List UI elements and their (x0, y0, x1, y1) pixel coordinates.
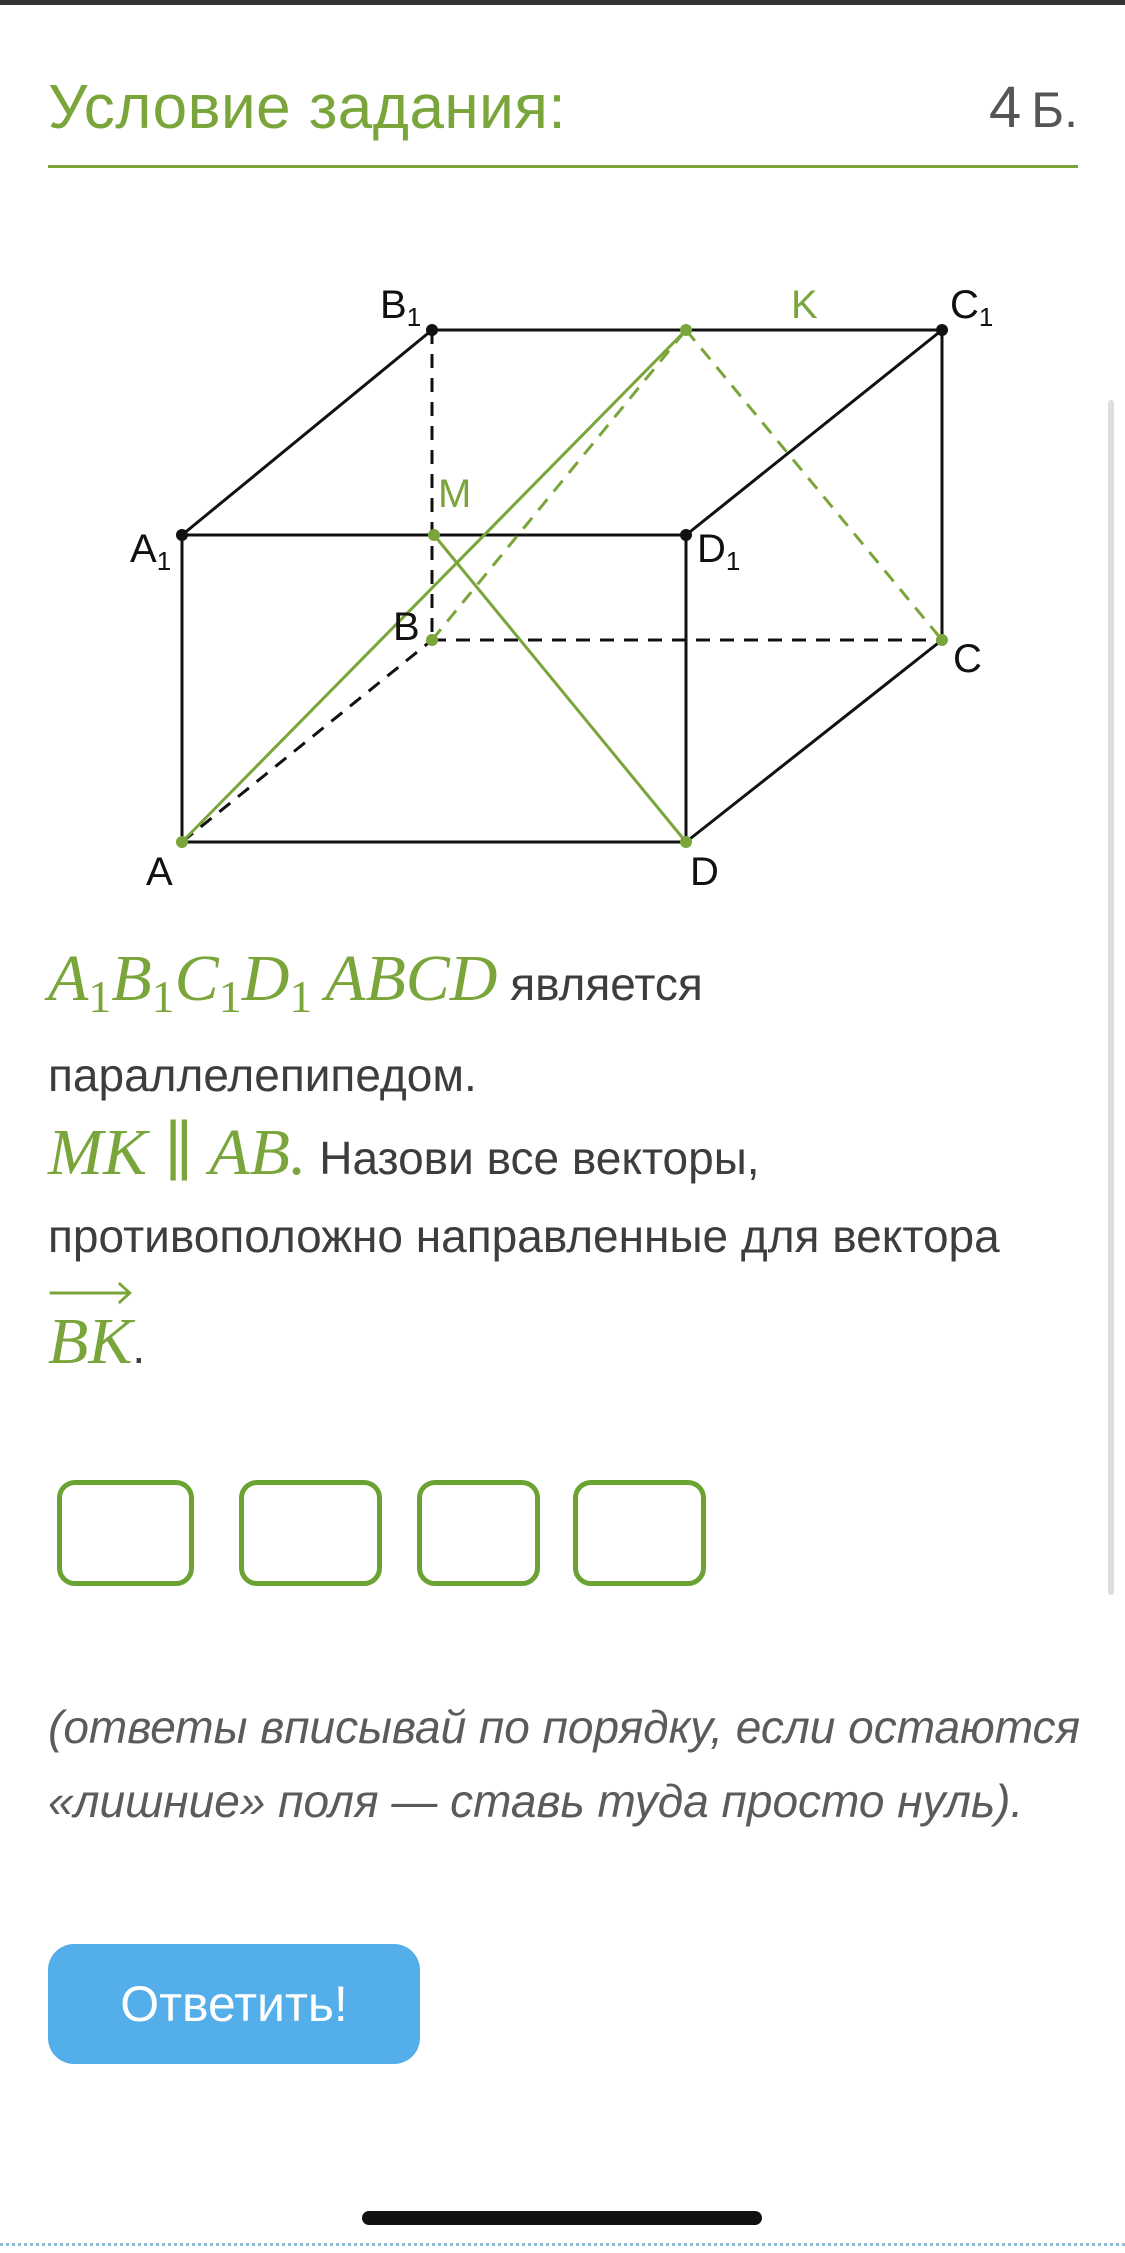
label-d: D (690, 850, 719, 894)
point-k (680, 324, 692, 336)
submit-answer-button[interactable]: Ответить! (48, 1944, 420, 2064)
math-ab: AB. (209, 1116, 307, 1189)
math-vector-bk: BK (48, 1275, 132, 1381)
vertex-a (176, 836, 188, 848)
top-status-bar-edge (0, 0, 1125, 5)
parallelepiped-figure (0, 260, 1125, 905)
vertex-b1 (426, 324, 438, 336)
math-mk: MK (48, 1116, 147, 1189)
vertex-a1 (176, 529, 188, 541)
vertex-d (680, 836, 692, 848)
home-indicator[interactable] (362, 2211, 762, 2225)
points-unit: Б. (1031, 82, 1078, 138)
math-top-face: $A_1B_1C_1D_1$ (48, 942, 313, 1022)
answer-fields (57, 1480, 757, 1595)
edge-a-b (182, 640, 432, 842)
text-is-parallelepiped: является параллелепипедом. (48, 958, 703, 1101)
answer-field-4[interactable] (573, 1480, 706, 1586)
math-parallel-sign: ∥ (147, 1116, 210, 1189)
segment-m-d (434, 535, 686, 842)
vector-arrow-icon (48, 1279, 132, 1307)
label-b: B (393, 605, 420, 649)
answer-field-3[interactable] (417, 1480, 540, 1586)
edge-a1-b1 (182, 330, 432, 535)
label-c: C (953, 637, 982, 681)
vertex-c1 (936, 324, 948, 336)
vertex-b (426, 634, 438, 646)
task-header (48, 62, 1078, 162)
segment-k-c (686, 330, 942, 640)
parallelepiped-drawing (0, 260, 1125, 900)
points-value: 4 (989, 75, 1022, 140)
answer-field-1[interactable] (57, 1480, 194, 1586)
label-a: A (146, 850, 173, 894)
header-divider (48, 165, 1078, 168)
label-m: M (438, 472, 472, 516)
label-c1: $C_1$ (950, 283, 994, 332)
math-base: ABCD (325, 942, 498, 1015)
vertex-c (936, 634, 948, 646)
vertex-d1 (680, 529, 692, 541)
answer-hint: (ответы вписывай по порядку, если остаются «лишние» поля — ставь туда просто нуль). (48, 1701, 1081, 1827)
label-d1: $D_1$ (697, 527, 741, 576)
label-k: K (791, 283, 818, 327)
label-a1: $A_1$ (130, 527, 172, 576)
text-end: . (132, 1321, 146, 1373)
task-title: Условие задания: (48, 73, 567, 142)
answer-field-2[interactable] (239, 1480, 382, 1586)
edge-d-c (686, 640, 942, 842)
point-m (428, 529, 440, 541)
task-points (989, 74, 1078, 141)
bottom-dotted-divider (0, 2243, 1125, 2246)
segment-a-k (182, 330, 686, 842)
edge-d1-c1 (686, 330, 942, 535)
text-question: Назови все векторы, противоположно направленные для вектора (48, 1132, 1000, 1262)
label-b1: $B_1$ (380, 283, 422, 332)
task-statement (48, 940, 1088, 1386)
